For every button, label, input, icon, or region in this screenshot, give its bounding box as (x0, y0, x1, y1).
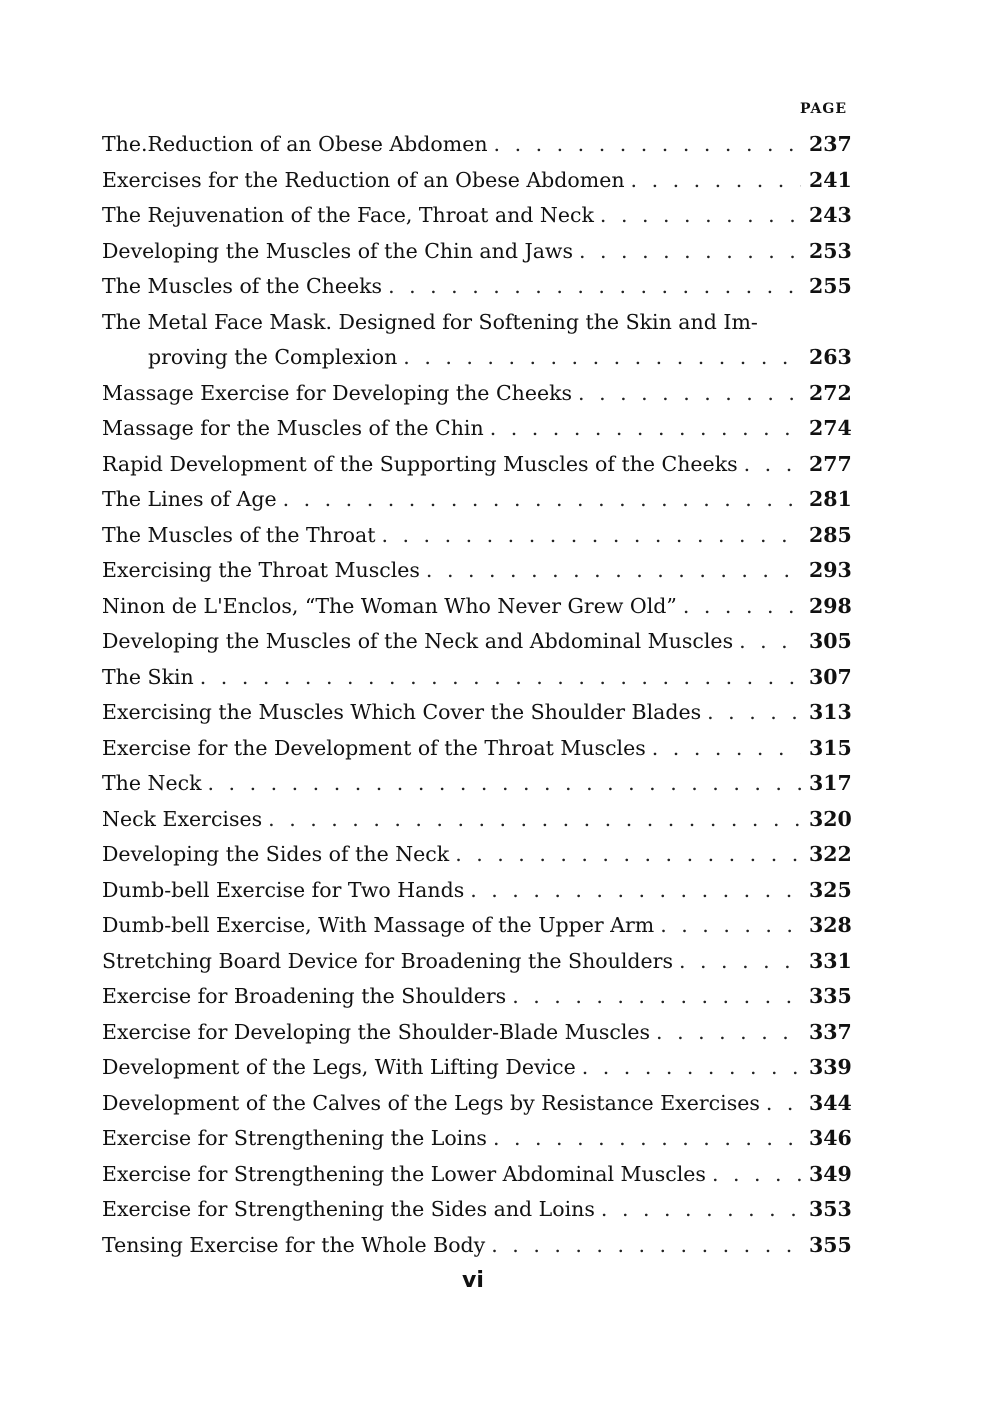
dot-leader (652, 731, 801, 767)
toc-entry-page-number: 281 (809, 487, 852, 511)
toc-entry-title: Rapid Development of the Supporting Muscles of the Cheeks (102, 451, 738, 476)
toc-entry-page-number: 328 (809, 913, 852, 937)
page-folio: vi (462, 1268, 484, 1293)
toc-entry-page-number: 349 (809, 1161, 852, 1186)
toc-entry-page-number: 277 (809, 451, 852, 476)
toc-entry (102, 1228, 852, 1264)
toc-entry (102, 553, 852, 589)
toc-entry-title: The Skin (102, 664, 194, 689)
toc-entry-title: Dumb-bell Exercise, With Massage of the Upper Arm (102, 913, 655, 937)
dot-leader (426, 553, 801, 589)
toc-entry (102, 127, 852, 163)
toc-entry-page-number: 293 (809, 558, 852, 582)
dot-leader (381, 518, 801, 554)
dot-leader (766, 1086, 801, 1122)
toc-entry-page-number: 243 (809, 203, 852, 227)
toc-entry-title: The.Reduction of an Obese Abdomen (102, 132, 488, 156)
toc-entry-page-number: 335 (809, 984, 852, 1008)
dot-leader (744, 447, 801, 483)
toc-entry-page-number: 272 (809, 380, 852, 405)
dot-leader (512, 979, 801, 1015)
dot-leader (660, 908, 801, 944)
toc-entry (102, 447, 852, 483)
dot-leader (739, 624, 801, 660)
toc-entry (102, 305, 852, 376)
dot-leader (403, 340, 801, 376)
toc-entry-page-number: 325 (809, 877, 852, 902)
toc-entry-page-number: 337 (809, 1019, 852, 1044)
dot-leader (493, 1121, 801, 1157)
toc-entry (102, 1192, 852, 1228)
toc-entry (102, 1121, 852, 1157)
page-column-header: PAGE (800, 101, 847, 117)
dot-leader (455, 837, 801, 873)
toc-entry-title: Massage Exercise for Developing the Cheeks (102, 380, 573, 405)
toc-entry (102, 766, 852, 802)
toc-entry (102, 163, 852, 199)
toc-entry (102, 624, 852, 660)
toc-entry-title: Neck Exercises (102, 806, 263, 831)
dot-leader (656, 1015, 801, 1051)
dot-leader (388, 269, 801, 305)
toc-entry-second-line (102, 340, 852, 376)
dot-leader (490, 411, 801, 447)
toc-entry-title: Exercising the Throat Muscles (102, 558, 420, 582)
toc-entry-page-number: 313 (809, 700, 852, 724)
toc-entry (102, 518, 852, 554)
toc-entry-title: Dumb-bell Exercise for Two Hands (102, 877, 465, 902)
toc-entry-page-number: 339 (809, 1055, 852, 1079)
toc-entry (102, 589, 852, 625)
toc-entry (102, 1086, 852, 1122)
toc-entry-page-number: 237 (809, 132, 852, 156)
dot-leader (200, 660, 801, 696)
toc-entry-title: The Muscles of the Cheeks (102, 274, 383, 298)
toc-entry-title: Ninon de L'Enclos, “The Woman Who Never Grew Old” (102, 593, 677, 618)
dot-leader (683, 589, 801, 625)
toc-entry (102, 411, 852, 447)
toc-entry (102, 944, 852, 980)
toc-entry (102, 873, 852, 909)
dot-leader (579, 234, 801, 270)
toc-entry (102, 198, 852, 234)
toc-entry-title: Developing the Muscles of the Neck and Abdominal Muscles (102, 629, 734, 653)
toc-entry-title: Exercise for Developing the Shoulder-Blade Muscles (102, 1019, 651, 1044)
dot-leader (601, 1192, 801, 1228)
table-of-contents (102, 127, 852, 1263)
toc-entry-title: Exercise for Strengthening the Lower Abdominal Muscles (102, 1161, 706, 1186)
toc-entry (102, 1050, 852, 1086)
toc-entry-page-number: 346 (809, 1126, 852, 1150)
toc-entry (102, 908, 852, 944)
toc-entry-page-number: 344 (809, 1090, 852, 1115)
toc-entry-page-number: 253 (809, 238, 852, 263)
toc-entry-title: Exercise for Strengthening the Loins (102, 1126, 487, 1150)
toc-entry (102, 731, 852, 767)
dot-leader (268, 802, 801, 838)
toc-entry-page-number: 255 (809, 274, 852, 298)
toc-entry-title: Developing the Muscles of the Chin and Jaws (102, 238, 573, 263)
toc-entry (102, 660, 852, 696)
dot-leader (707, 695, 801, 731)
toc-entry-title-line1: The Metal Face Mask. Designed for Softening the Skin and Im- (102, 309, 758, 334)
toc-entry (102, 234, 852, 270)
toc-entry (102, 979, 852, 1015)
dot-leader (470, 873, 801, 909)
toc-entry (102, 695, 852, 731)
toc-entry-title: Exercising the Muscles Which Cover the Shoulder Blades (102, 700, 702, 724)
toc-entry-page-number: 320 (809, 806, 852, 831)
toc-entry-title: Exercise for Strengthening the Sides and Loins (102, 1197, 595, 1221)
dot-leader (600, 198, 801, 234)
toc-entry-page-number: 331 (809, 948, 852, 973)
toc-entry-page-number: 263 (809, 345, 852, 369)
toc-entry-page-number: 241 (809, 167, 852, 192)
toc-entry-title: Exercise for the Development of the Throat Muscles (102, 735, 646, 760)
toc-entry-title: The Lines of Age (102, 487, 277, 511)
toc-entry-title: Stretching Board Device for Broadening the Shoulders (102, 948, 673, 973)
toc-entry (102, 837, 852, 873)
toc-entry (102, 482, 852, 518)
toc-entry-page-number: 298 (809, 593, 852, 618)
toc-entry-title: Massage for the Muscles of the Chin (102, 416, 484, 440)
dot-leader (283, 482, 801, 518)
dot-leader (582, 1050, 801, 1086)
toc-entry-title-line2: proving the Complexion (148, 345, 398, 369)
dot-leader (631, 163, 801, 199)
dot-leader (208, 766, 802, 802)
toc-entry-page-number: 317 (809, 771, 852, 795)
toc-entry-page-number: 322 (809, 842, 852, 866)
toc-entry-page-number: 355 (809, 1232, 852, 1257)
toc-entry-page-number: 285 (809, 522, 852, 547)
toc-entry (102, 802, 852, 838)
toc-entry-page-number: 353 (809, 1197, 852, 1221)
dot-leader (679, 944, 801, 980)
dot-leader (491, 1228, 801, 1264)
toc-entry-title: The Muscles of the Throat (102, 522, 376, 547)
toc-entry-title: The Rejuvenation of the Face, Throat and Neck (102, 203, 594, 227)
toc-entry-title: Tensing Exercise for the Whole Body (102, 1232, 486, 1257)
toc-entry (102, 1157, 852, 1193)
toc-entry-page-number: 307 (809, 664, 852, 689)
toc-entry-title: Development of the Calves of the Legs by Resistance Exercises (102, 1090, 760, 1115)
toc-entry (102, 1015, 852, 1051)
toc-entry-title: Exercise for Broadening the Shoulders (102, 984, 507, 1008)
toc-entry (102, 269, 852, 305)
toc-entry-title: Development of the Legs, With Lifting Device (102, 1055, 576, 1079)
toc-entry-page-number: 315 (809, 735, 852, 760)
dot-leader (712, 1157, 801, 1193)
dot-leader (494, 127, 801, 163)
toc-entry-page-number: 274 (809, 416, 852, 440)
toc-entry-page-number: 305 (809, 629, 852, 653)
toc-entry-title: The Neck (102, 771, 202, 795)
toc-entry-title: Exercises for the Reduction of an Obese Abdomen (102, 167, 625, 192)
toc-entry (102, 376, 852, 412)
dot-leader (578, 376, 801, 412)
toc-entry-title: Developing the Sides of the Neck (102, 842, 450, 866)
